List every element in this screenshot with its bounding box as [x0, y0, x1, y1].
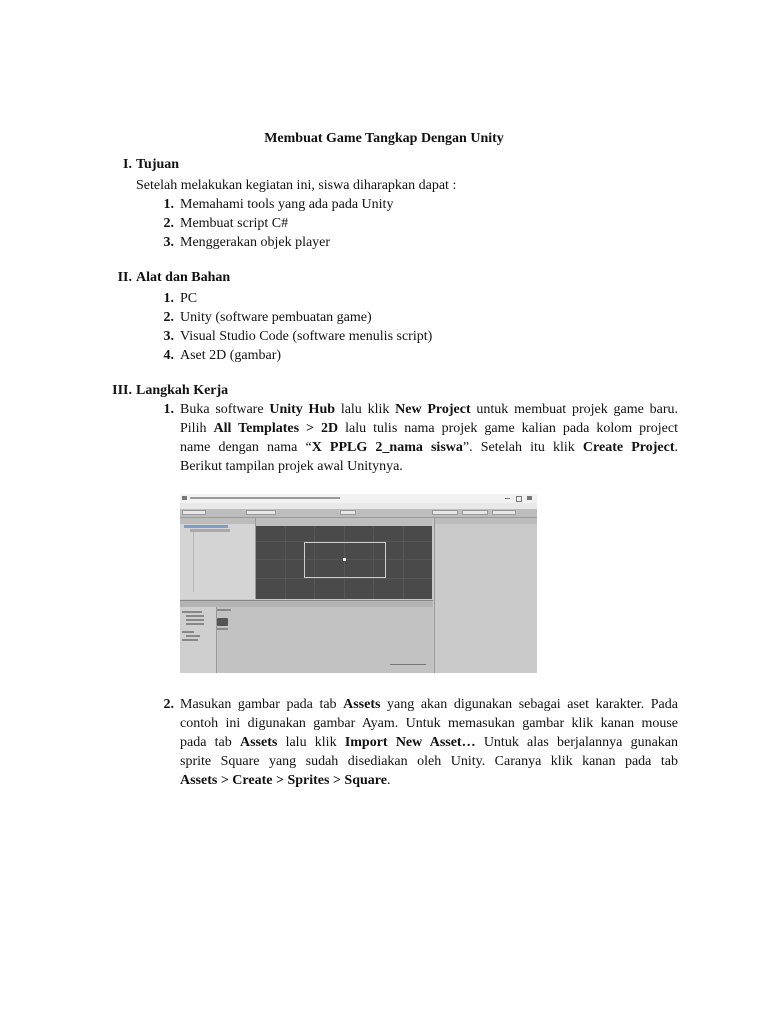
list-number: 4.: [163, 348, 174, 363]
text-line: sprite Square yang sudah disediakan oleh Unity. Caranya klik kanan pada tab: [180, 754, 678, 769]
text-line: pada tab Assets lalu klik Import New Asset… Untuk alas berjalannya gunakan: [180, 735, 678, 750]
text-line: Assets > Create > Sprites > Square.: [180, 773, 391, 788]
minimize-icon: [505, 498, 510, 499]
page-title: Membuat Game Tangkap Dengan Unity: [264, 131, 504, 146]
section-heading: Tujuan: [136, 157, 180, 172]
project-panel: [180, 600, 433, 673]
list-text: Unity (software pembuatan game): [180, 310, 372, 325]
list-text: Memahami tools yang ada pada Unity: [180, 197, 394, 212]
list-number: 3.: [163, 329, 174, 344]
step-number: 2.: [163, 697, 174, 712]
list-number: 1.: [163, 197, 174, 212]
section-heading: Langkah Kerja: [136, 383, 229, 398]
editor-toolbar: [180, 509, 537, 518]
list-text: Menggerakan objek player: [180, 235, 331, 250]
list-number: 2.: [163, 310, 174, 325]
step-number: 1.: [163, 402, 174, 417]
text-line: Masukan gambar pada tab Assets yang akan digunakan sebagai aset karakter. Pada: [180, 697, 678, 712]
section-heading: Alat dan Bahan: [136, 270, 231, 285]
camera-icon: [343, 558, 346, 561]
text-line: Berikut tampilan projek awal Unitynya.: [180, 459, 403, 474]
zoom-slider: [390, 664, 426, 665]
text-line: contoh ini digunakan gambar Ayam. Untuk memasukan gambar klik kanan mouse: [180, 716, 678, 731]
section-intro: Setelah melakukan kegiatan ini, siswa diharapkan dapat :: [136, 178, 457, 193]
close-icon: [527, 496, 532, 500]
step-text: [180, 695, 678, 790]
unity-editor-screenshot: [180, 494, 537, 673]
step-text: [180, 400, 678, 476]
list-number: 3.: [163, 235, 174, 250]
text-line: name dengan nama “X PPLG 2_nama siswa”. Setelah itu klik Create Project.: [180, 440, 678, 455]
list-text: PC: [180, 291, 198, 306]
section-number: I.: [123, 157, 132, 172]
maximize-icon: [516, 496, 522, 502]
list-number: 1.: [163, 291, 174, 306]
scene-view: [256, 518, 432, 599]
text-line: Buka software Unity Hub lalu klik New Project untuk membuat projek game baru.: [180, 402, 678, 417]
section-number: III.: [112, 383, 132, 398]
window-title-bar-text: [190, 497, 340, 499]
list-text: Visual Studio Code (software menulis script): [180, 329, 433, 344]
list-text: Aset 2D (gambar): [180, 348, 282, 363]
unity-logo-icon: [182, 496, 187, 500]
section-number: II.: [117, 270, 132, 285]
list-number: 2.: [163, 216, 174, 231]
text-line: Pilih All Templates > 2D lalu tulis nama projek game kalian pada kolom project: [180, 421, 678, 436]
folder-icon: [217, 618, 228, 626]
inspector-panel: [434, 518, 537, 673]
hierarchy-panel: [180, 518, 256, 599]
list-text: Membuat script C#: [180, 216, 289, 231]
